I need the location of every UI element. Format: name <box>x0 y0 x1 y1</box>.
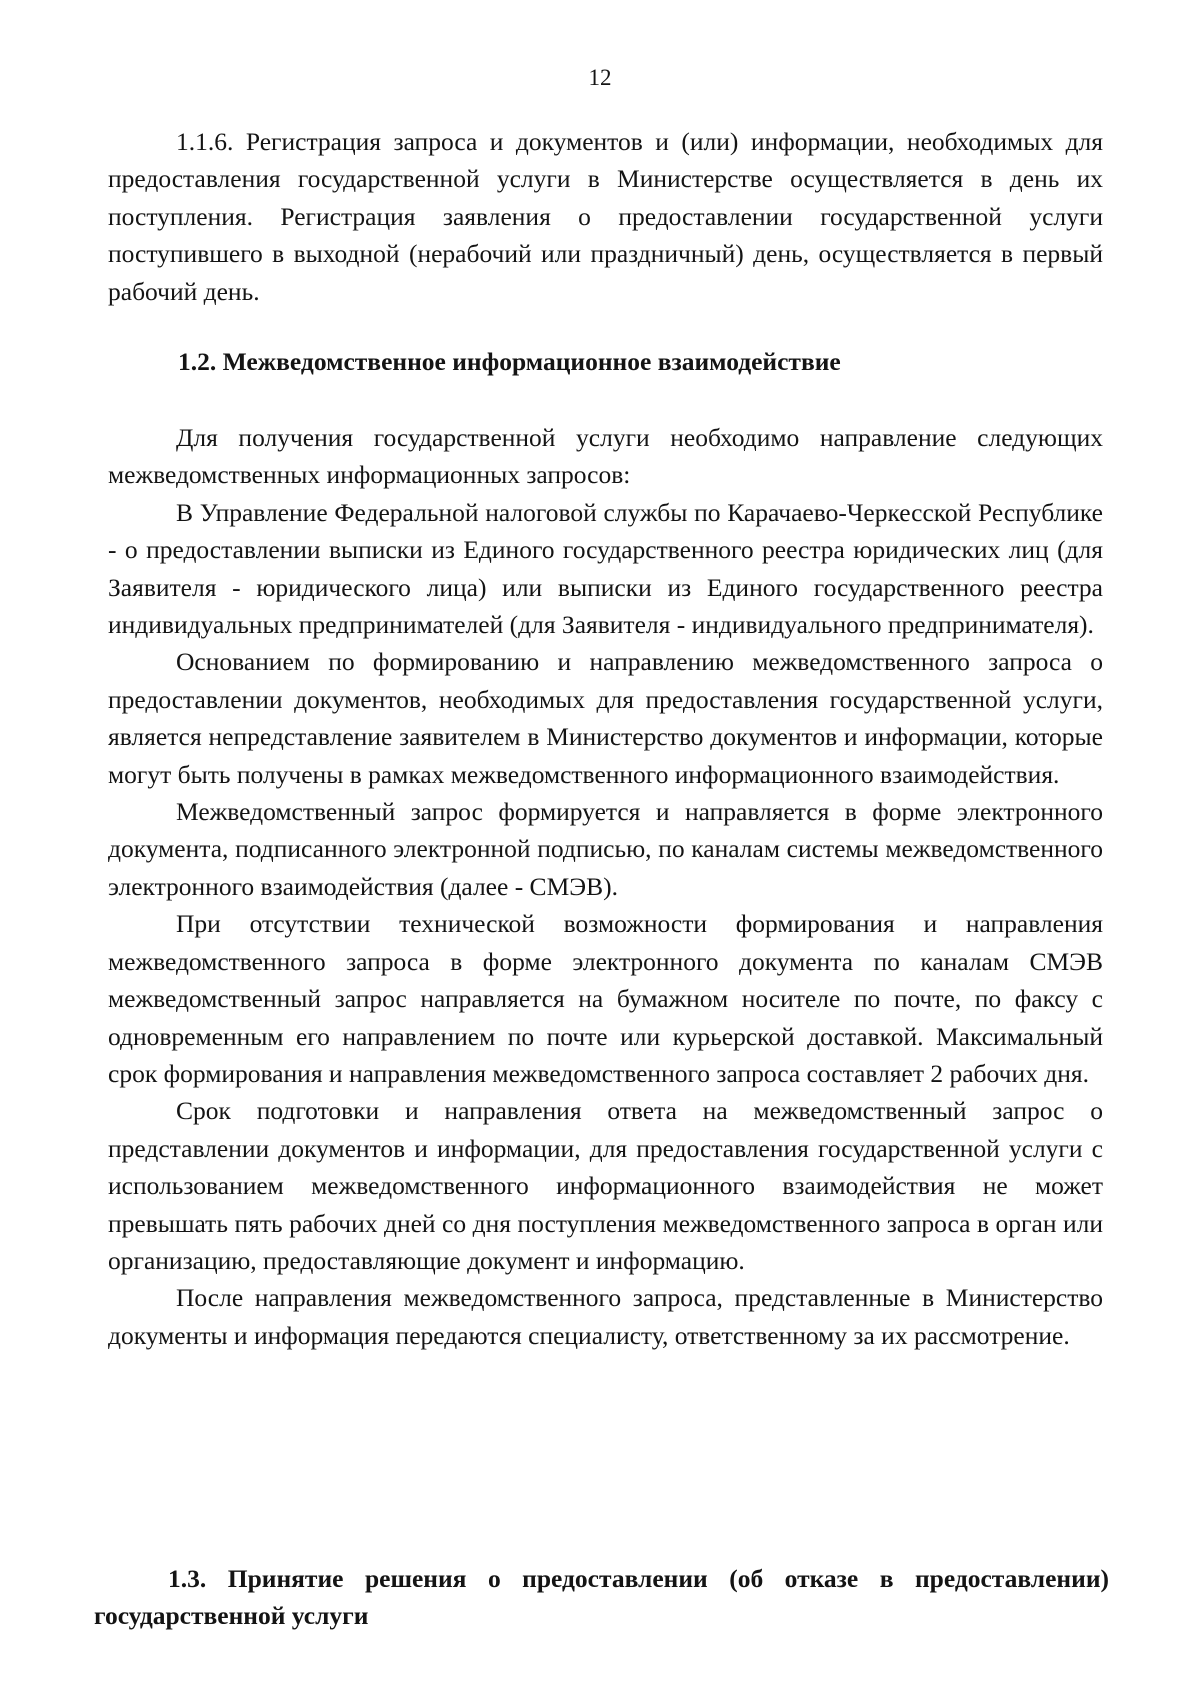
section-heading-1-3: 1.3. Принятие решения о предоставлении (об отказе в предоставлении) государственной услуги <box>94 1564 1109 1631</box>
page-number: 12 <box>588 65 612 90</box>
paragraph: Для получения государственной услуги необходимо направление следующих межведомственных информационных запросов: <box>108 423 1103 490</box>
section-1-2-body <box>108 419 1103 1354</box>
paragraph: В Управление Федеральной налоговой службы по Карачаево-Черкесской Республике - о предоставлении выписки из Единого государственного реестра юридических лиц (для Заявителя - юридического лица) или выписки из Единого государственного реестра индивидуальных предпринимателей (для Заявителя - индивидуального предпринимателя). <box>108 497 1103 640</box>
paragraph: Основанием по формированию и направлению межведомственного запроса о предоставлении документов, необходимых для предоставления государственной услуги, является непредставление заявителем в Министерство документов и информации, которые могут быть получены в рамках межведомственного информационного взаимодействия. <box>108 647 1103 789</box>
section-heading-1-2: 1.2. Межведомственное информационное взаимодействие <box>178 347 841 376</box>
section-1-1-6 <box>108 123 1103 310</box>
paragraph: Межведомственный запрос формируется и направляется в форме электронного документа, подписанного электронной подписью, по каналам системы межведомственного электронного взаимодействия (далее - СМЭВ). <box>108 797 1103 901</box>
paragraph: Срок подготовки и направления ответа на межведомственный запрос о представлении документов и информации, для предоставления государственной услуги с использованием межведомственного информационного взаимодействия не может превышать пять рабочих дней со дня поступления межведомственного запроса в орган или организацию, предоставляющие документ и информацию. <box>108 1096 1103 1275</box>
paragraph: 1.1.6. Регистрация запроса и документов и (или) информации, необходимых для предоставления государственной услуги в Министерстве осуществляется в день их поступления. Регистрация заявления о предоставлении государственной услуги поступившего в выходной (нерабочий или праздничный) день, осуществляется в первый рабочий день. <box>108 127 1103 306</box>
paragraph: При отсутствии технической возможности формирования и направления межведомственного запроса в форме электронного документа по каналам СМЭВ межведомственный запрос направляется на бумажном носителе по почте, по факсу с одновременным его направлением по почте или курьерской доставкой. Максимальный срок формирования и направления межведомственного запроса составляет 2 рабочих дня. <box>108 909 1103 1088</box>
paragraph: После направления межведомственного запроса, представленные в Министерство документы и информация передаются специалисту, ответственному за их рассмотрение. <box>108 1283 1103 1350</box>
